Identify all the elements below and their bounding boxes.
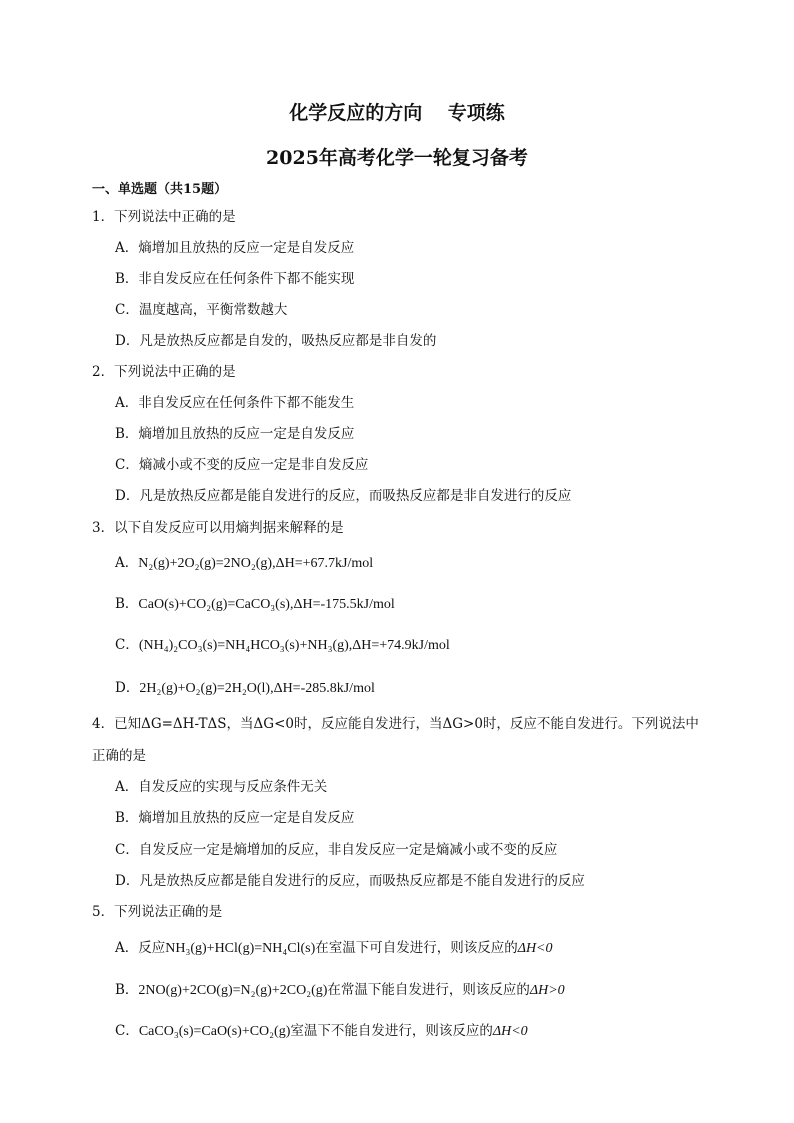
question-3-stem: 3．以下自发反应可以用熵判据来解释的是 xyxy=(92,520,344,536)
question-3-option-b xyxy=(115,592,395,613)
question-1-option-d: D．凡是放热反应都是自发的，吸热反应都是非自发的 xyxy=(115,333,437,349)
question-4-option-a: A．自发反应的实现与反应条件无关 xyxy=(115,779,328,795)
question-5-option-c xyxy=(115,1019,528,1040)
reaction-equation: N₂(g)+2O₂(g)=2NO₂(g),ΔH=+67.7kJ/mol xyxy=(138,556,374,571)
reaction-equation: 2H₂(g)+O₂(g)=2H₂O(l),ΔH=-285.8kJ/mol xyxy=(139,681,375,696)
question-5-stem: 5．下列说法正确的是 xyxy=(92,904,223,920)
option-text: 在室温下可自发进行，则该反应的 xyxy=(315,940,518,956)
option-label: A． xyxy=(115,555,139,571)
question-5-option-b xyxy=(115,978,565,999)
question-1-option-c: C．温度越高，平衡常数越大 xyxy=(115,302,288,318)
option-label: B． xyxy=(115,982,139,998)
option-text: 室温下不能自发进行，则该反应的 xyxy=(290,1023,493,1039)
option-prefix: 反应 xyxy=(138,940,166,956)
question-3-option-c xyxy=(115,633,450,654)
question-2-option-b: B．熵增加且放热的反应一定是自发反应 xyxy=(115,426,355,442)
enthalpy-condition: ΔH>0 xyxy=(529,983,565,998)
option-label: C． xyxy=(115,637,139,653)
question-2-stem: 2．下列说法中正确的是 xyxy=(92,364,236,380)
question-5-option-a xyxy=(115,936,553,957)
option-label: A． xyxy=(115,940,139,956)
question-4-stem-line-1: 4．已知ΔG=ΔH-TΔS，当ΔG<0时，反应能自发进行，当ΔG>0时，反应不能自发进行。下列说法中 xyxy=(92,716,699,732)
reaction-equation: CaCO₃(s)=CaO(s)+CO₂(g) xyxy=(138,1024,291,1039)
option-label: B． xyxy=(115,596,139,612)
question-2-option-a: A．非自发反应在任何条件下都不能发生 xyxy=(115,395,355,411)
reaction-equation: (NH₄)₂CO₃(s)=NH₄HCO₃(s)+NH₃(g),ΔH=+74.9kJ/mol xyxy=(138,638,450,653)
question-4-option-d: D．凡是放热反应都是能自发进行的反应，而吸热反应都是不能自发进行的反应 xyxy=(115,873,585,889)
question-2-option-c: C．熵减小或不变的反应一定是非自发反应 xyxy=(115,457,369,473)
question-1-option-b: B．非自发反应在任何条件下都不能实现 xyxy=(115,271,355,287)
reaction-equation: 2NO(g)+2CO(g)=N₂(g)+2CO₂(g) xyxy=(138,983,328,998)
question-2-option-d: D．凡是放热反应都是能自发进行的反应，而吸热反应都是非自发进行的反应 xyxy=(115,488,572,504)
question-3-option-a xyxy=(115,551,373,572)
question-4-option-b: B．熵增加且放热的反应一定是自发反应 xyxy=(115,810,355,826)
question-1-option-a: A．熵增加且放热的反应一定是自发反应 xyxy=(115,240,355,256)
document-subtitle: 2025年高考化学一轮复习备考 xyxy=(266,147,528,169)
option-text: 在常温下能自发进行，则该反应的 xyxy=(327,982,530,998)
question-3-option-d xyxy=(115,676,375,697)
document-title: 化学反应的方向 专项练 xyxy=(289,102,505,124)
reaction-equation: CaO(s)+CO₂(g)=CaCO₃(s),ΔH=-175.5kJ/mol xyxy=(138,597,395,612)
reaction-equation: NH₃(g)+HCl(g)=NH₄Cl(s) xyxy=(165,941,316,956)
enthalpy-condition: ΔH<0 xyxy=(517,941,553,956)
question-4-stem-line-2: 正确的是 xyxy=(92,748,146,764)
question-4-option-c: C．自发反应一定是熵增加的反应，非自发反应一定是熵减小或不变的反应 xyxy=(115,842,558,858)
option-label: C． xyxy=(115,1023,139,1039)
enthalpy-condition: ΔH<0 xyxy=(492,1024,528,1039)
section-heading: 一、单选题（共15题） xyxy=(92,182,228,197)
question-1-stem: 1．下列说法中正确的是 xyxy=(92,209,236,225)
option-label: D． xyxy=(115,680,140,696)
